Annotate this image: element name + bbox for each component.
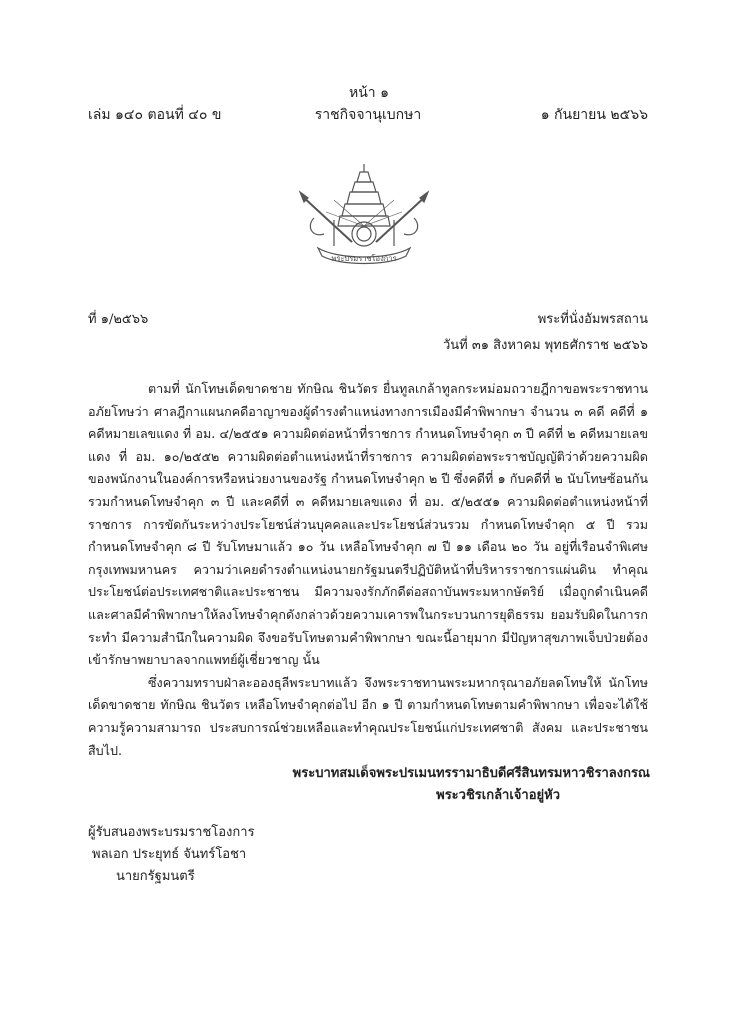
body-paragraph-1: ตามที่ นักโทษเด็ดขาดชาย ทักษิณ ชินวัตร ยื่นทูลเกล้าทูลกระหม่อมถวายฎีกาขอพระราชทานอภัยโทษว่า ศาลฎีกาแผนกคดีอาญาของผู้ดำรงตำแหน่งทางการเมืองมีคำพิพากษา จำนวน ๓ คดี คดีที่ ๑ คดีหมายเลขแดง ที่ อม. ๔/๒๕๕๑ ความผิดต่อหน้าที่ราชการ กำหนดโทษจำคุก ๓ ปี คดีที่ ๒ คดีหมายเลขแดง ที่ อม. ๑๐/๒๕๕๒ ความผิดต่อตำแหน่งหน้าที่ราชการ ความผิดต่อพระราชบัญญัติว่าด้วยความผิดของพนักงานในองค์การหรือหน่วยงานของรัฐ กำหนดโทษจำคุก ๒ ปี ซึ่งคดีที่ ๑ กับคดีที่ ๒ นับโทษซ้อนกันรวมกำหนดโทษจำคุก ๓ ปี และคดีที่ ๓ คดีหมายเลขแดง ที่ อม. ๕/๒๕๕๑ ความผิดต่อตำแหน่งหน้าที่ราชการ การขัดกันระหว่างประโยชน์ส่วนบุคคลและประโยชน์ส่วนรวม กำหนดโทษจำคุก ๕ ปี รวมกำหนดโทษจำคุก ๘ ปี รับโทษมาแล้ว ๑๐ วัน เหลือโทษจำคุก ๗ ปี ๑๑ เดือน ๒๐ วัน อยู่ที่เรือนจำพิเศษกรุงเทพมหานคร ความว่าเคยดำรงตำแหน่งนายกรัฐมนตรีปฏิบัติหน้าที่บริหารราชการแผ่นดิน ทำคุณประโยชน์ต่อประเทศชาติและประชาชน มีความจงรักภักดีต่อสถาบันพระมหากษัตริย์ เมื่อถูกดำเนินคดีและศาลมีคำพิพากษาให้ลงโทษจำคุกดังกล่าวด้วยความเคารพในกระบวนการยุติธรรม ยอมรับผิดในการกระทำ มีความสำนึกในความผิด จึงขอรับโทษตามคำพิพากษา ขณะนี้อายุมาก มีปัญหาสุขภาพเจ็บป่วยต้องเข้ารักษาพยาบาลจากแพทย์ผู้เชี่ยวชาญ นั้น (88, 381, 648, 668)
document-number: ที่ ๑/๒๕๖๖ (88, 312, 149, 327)
royal-signature-line-1: พระบาทสมเด็จพระปรเมนทรรามาธิบดีศรีสินทรมหาวชิราลงกรณ (292, 766, 650, 781)
issue-place: พระที่นั่งอัมพรสถาน (537, 312, 648, 327)
countersign-title: ผู้รับสนองพระบรมราชโองการ (88, 825, 255, 840)
decree-body (88, 378, 648, 762)
volume-issue: เล่ม ๑๔๐ ตอนที่ ๔๐ ข (88, 107, 222, 123)
emblem-inscription: พระบรมราชโองการ (331, 254, 397, 263)
countersign-position: นายกรัฐมนตรี (116, 869, 195, 884)
gazette-name: ราชกิจจานุเบกษา (314, 107, 422, 123)
royal-signature-line-2: พระวชิรเกล้าเจ้าอยู่หัว (436, 788, 560, 803)
publish-date: ๑ กันยายน ๒๕๖๖ (540, 107, 648, 123)
body-paragraph-2: ซึ่งความทราบฝ่าละอองธุลีพระบาทแล้ว จึงพระราชทานพระมหากรุณาอภัยลดโทษให้ นักโทษเด็ดขาดชาย ทักษิณ ชินวัตร เหลือโทษจำคุกต่อไป อีก ๑ ปี ตามกำหนดโทษตามคำพิพากษา เพื่อจะได้ใช้ความรู้ความสามารถ ประสบการณ์ช่วยเหลือและทำคุณประโยชน์แก่ประเทศชาติ สังคม และประชาชน สืบไป. (88, 674, 648, 758)
issue-date: วันที่ ๓๑ สิงหาคม พุทธศักราช ๒๕๖๖ (442, 338, 648, 353)
gazette-header-row (88, 104, 648, 124)
countersign-name: พลเอก ประยุทธ์ จันทร์โอชา (92, 847, 247, 862)
royal-crown-emblem-icon (294, 160, 434, 270)
countersignature-block (88, 822, 255, 888)
page-number: หน้า ๑ (349, 85, 389, 101)
